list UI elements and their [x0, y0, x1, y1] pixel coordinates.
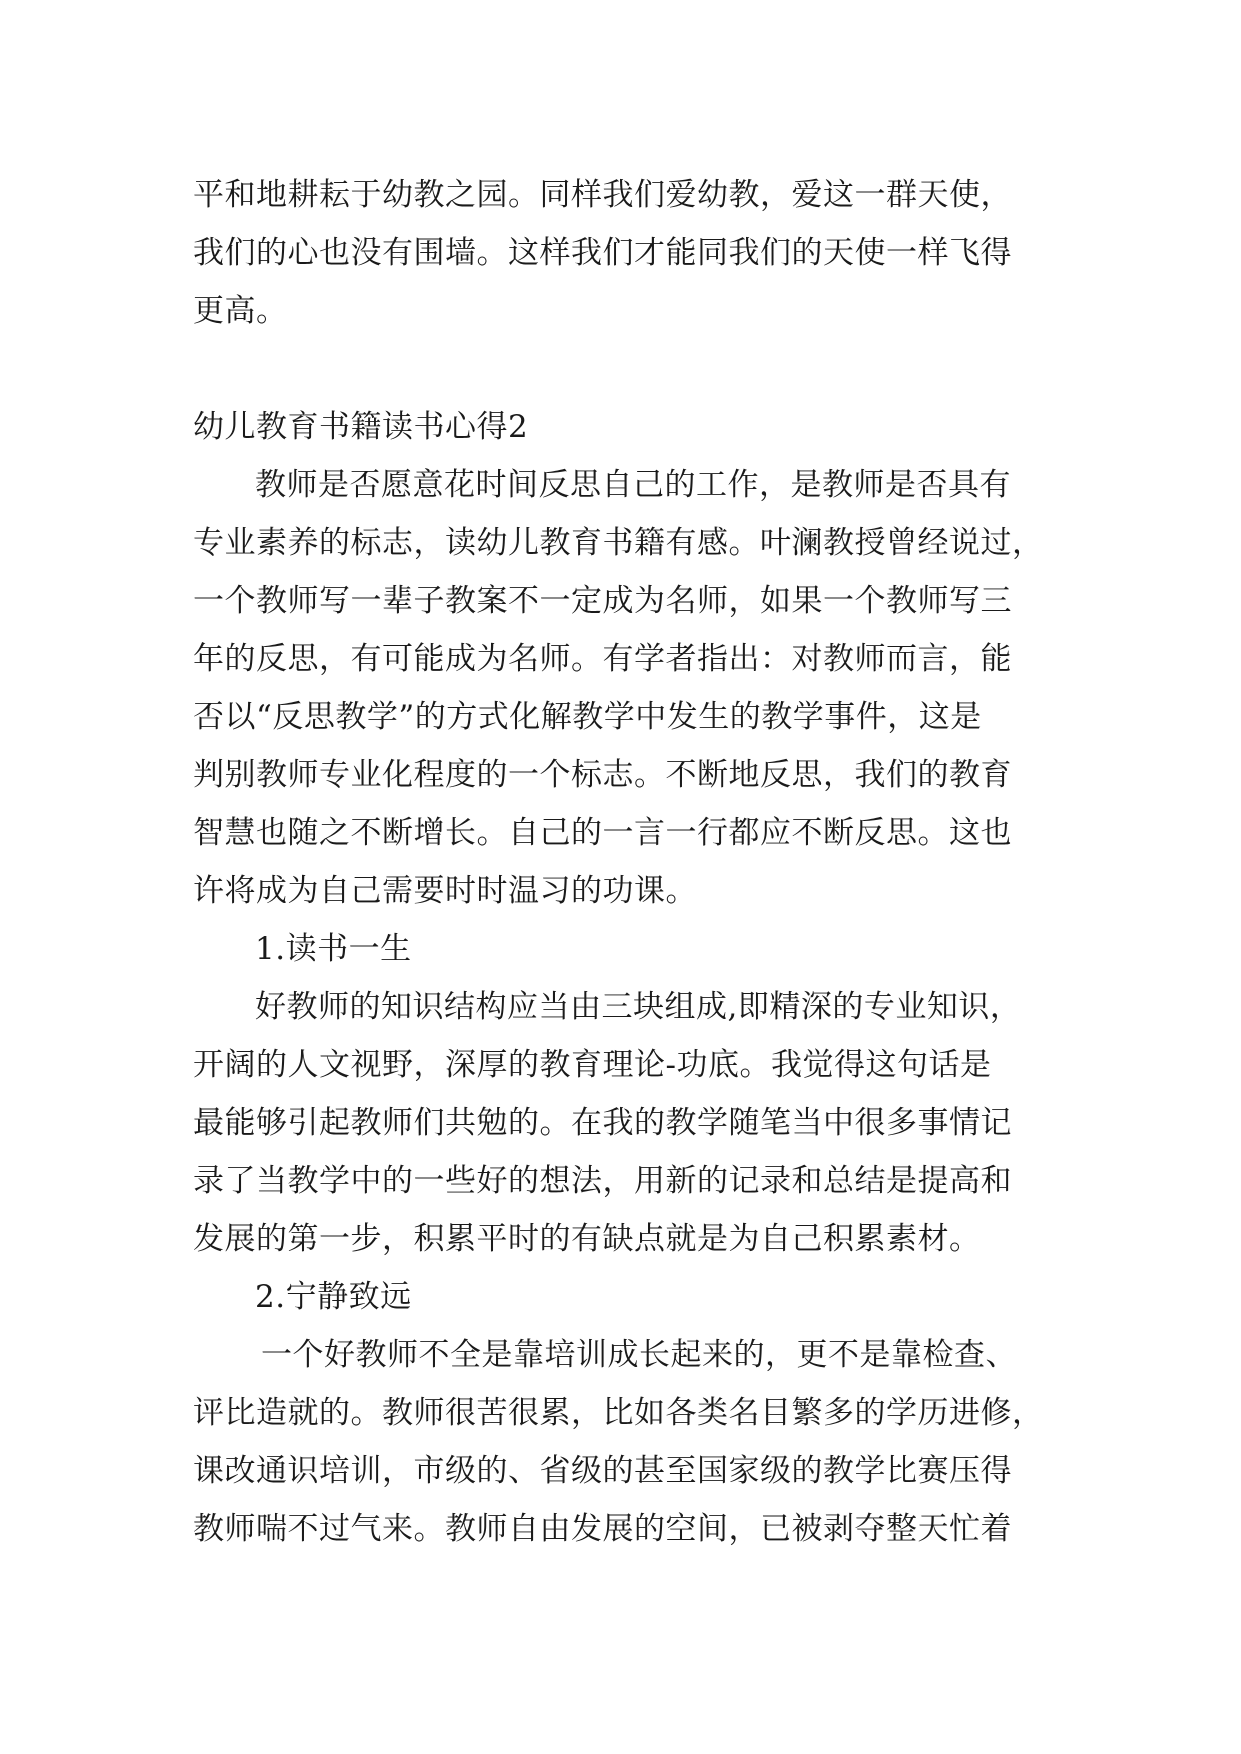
paragraph-line: 年的反思，有可能成为名师。有学者指出：对教师而言，能 [193, 641, 1012, 677]
paragraph-line: 许将成为自己需要时时温习的功课。 [193, 873, 697, 909]
paragraph-line: 好教师的知识结构应当由三块组成,即精深的专业知识， [255, 989, 1022, 1025]
paragraph-line: 更高。 [193, 293, 288, 329]
paragraph-line: 教师喘不过气来。教师自由发展的空间，已被剥夺整天忙着 [193, 1511, 1012, 1547]
paragraph-line: 评比造就的。教师很苦很累，比如各类名目繁多的学历进修， [193, 1395, 1044, 1431]
paragraph-line: 发展的第一步，积累平时的有缺点就是为自己积累素材。 [193, 1221, 981, 1257]
paragraph-line: 教师是否愿意花时间反思自己的工作，是教师是否具有 [255, 467, 1011, 503]
paragraph-line: 判别教师专业化程度的一个标志。不断地反思，我们的教育 [193, 757, 1012, 793]
paragraph-line: 专业素养的标志，读幼儿教育书籍有感。叶澜教授曾经说过， [193, 525, 1044, 561]
paragraph-line: 最能够引起教师们共勉的。在我的教学随笔当中很多事情记 [193, 1105, 1012, 1141]
paragraph-line: 录了当教学中的一些好的想法，用新的记录和总结是提高和 [193, 1163, 1012, 1199]
paragraph-line: 智慧也随之不断增长。自己的一言一行都应不断反思。这也 [193, 815, 1012, 851]
paragraph-line: 开阔的人文视野，深厚的教育理论-功底。我觉得这句话是 [193, 1047, 992, 1083]
paragraph-line: 一个教师写一辈子教案不一定成为名师，如果一个教师写三 [193, 583, 1012, 619]
paragraph-line: 平和地耕耘于幼教之园。同样我们爱幼教，爱这一群天使， [193, 177, 1012, 213]
paragraph-line: 否以“反思教学”的方式化解教学中发生的教学事件，这是 [193, 699, 982, 735]
subsection-heading: 2.宁静致远 [255, 1279, 412, 1315]
subsection-heading: 1.读书一生 [255, 931, 412, 967]
section-heading: 幼儿教育书籍读书心得2 [193, 409, 529, 445]
paragraph-line: 课改通识培训，市级的、省级的甚至国家级的教学比赛压得 [193, 1453, 1012, 1489]
paragraph-line: 一个好教师不全是靠培训成长起来的，更不是靠检查、 [261, 1337, 1017, 1373]
paragraph-line: 我们的心也没有围墙。这样我们才能同我们的天使一样飞得 [193, 235, 1012, 271]
